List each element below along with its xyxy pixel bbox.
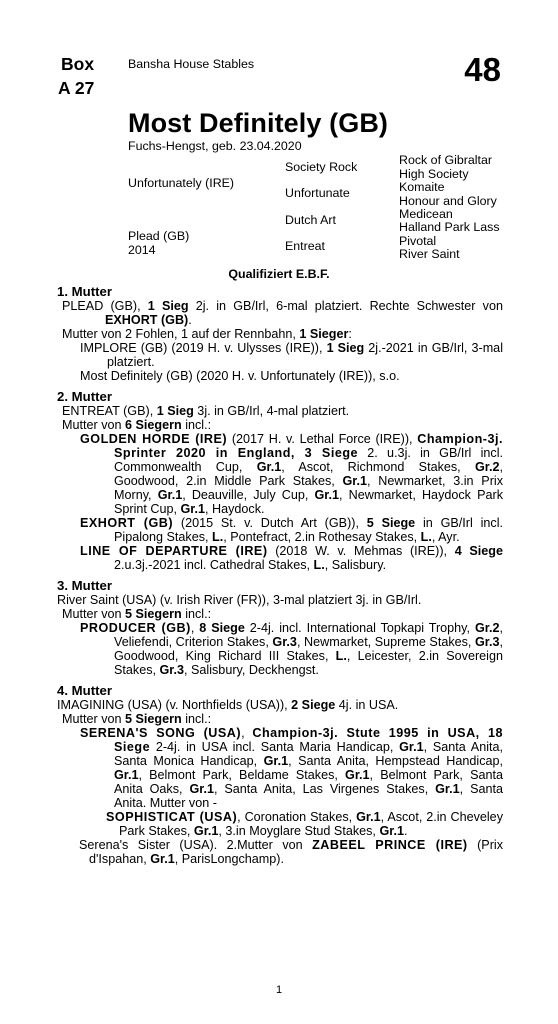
pedigree-ggp-2: High Society — [399, 166, 469, 181]
dam-entry: River Saint (USA) (v. Irish River (FR)), 3-mal platziert 3j. in GB/Irl. — [57, 593, 422, 607]
pedigree-sire-dam: Unfortunate — [285, 186, 350, 200]
produce-summary: Mutter von 5 Siegern incl.: — [62, 607, 212, 621]
dam-entry: IMAGINING (USA) (v. Northfields (USA)), 2 Siege 4j. in USA. — [57, 698, 399, 712]
horse-name: Most Definitely (GB) — [128, 108, 389, 138]
pedigree-dam-dam: Entreat — [285, 239, 325, 253]
pedigree-dam-sire: Dutch Art — [285, 213, 336, 227]
horse-description: Fuchs-Hengst, geb. 23.04.2020 — [128, 139, 302, 153]
pedigree-ggp-3: Komaite — [399, 180, 445, 194]
produce-entry: IMPLORE (GB) (2019 H. v. Ulysses (IRE)), 1 Sieg 2j.-2021 in GB/Irl, 3-mal platziert. — [80, 341, 503, 369]
produce-entry: Serena's Sister (USA). 2.Mutter von ZABEEL PRINCE (IRE) (Prix d'Ispahan, Gr.1, ParisLongchamp). — [79, 838, 503, 866]
pedigree-sire: Unfortunately (IRE) — [128, 176, 235, 190]
produce-entry: Most Definitely (GB) (2020 H. v. Unfortunately (IRE)), s.o. — [80, 369, 400, 383]
qualification: Qualifiziert E.B.F. — [228, 267, 330, 281]
section-dam-1 — [57, 285, 503, 383]
pedigree-ggp-8: River Saint — [399, 246, 460, 261]
produce-entry: LINE OF DEPARTURE (IRE) (2018 W. v. Mehmas (IRE)), 4 Siege 2.u.3j.-2021 incl. Cathedral Stakes, L., Salisbury. — [80, 544, 503, 572]
section-dam-4 — [57, 684, 503, 866]
section-dam-2 — [57, 390, 503, 572]
page-number: 1 — [275, 984, 283, 996]
box-number: A 27 — [58, 78, 95, 98]
produce-entry: SERENA'S SONG (USA), Champion-3j. Stute 1995 in USA, 18 Siege 2-4j. in USA incl. Santa Maria Handicap, Gr.1, Santa Anita, Santa Monica Handicap, Gr.1, Santa Anita, Hempstead Handicap, Gr.1, Belmont Park, Beldame Stakes, Gr.1, Belmont Park, Santa Anita Oaks, Gr.1, Santa Anita, Las Virgenes Stakes, Gr.1, Santa Anita. Mutter von - — [80, 726, 504, 810]
pedigree-ggp-5: Medicean — [399, 206, 453, 221]
dam-entry: PLEAD (GB), 1 Sieg 2j. in GB/Irl, 6-mal platziert. Rechte Schwester von EXHORT (GB). — [62, 299, 503, 327]
section-title: 1. Mutter — [57, 284, 112, 299]
pedigree-ggp-1: Rock of Gibraltar — [399, 153, 492, 167]
lot-number: 48 — [464, 51, 501, 88]
section-dam-3 — [57, 579, 503, 677]
section-title: 4. Mutter — [57, 683, 112, 698]
produce-summary: Mutter von 5 Siegern incl.: — [62, 712, 212, 726]
pedigree-ggp-4: Honour and Glory — [399, 193, 497, 208]
box-label: Box — [61, 54, 95, 74]
dam-entry: ENTREAT (GB), 1 Sieg 3j. in GB/Irl, 4-mal platziert. — [62, 404, 350, 418]
produce-entry: PRODUCER (GB), 8 Siege 2-4j. incl. International Topkapi Trophy, Gr.2, Veliefendi, Criterion Stakes, Gr.3, Newmarket, Supreme Stakes, Gr.3, Goodwood, King Richard III Stakes, L., Leicester, 2.in Sovereign Stakes, Gr.3, Salisbury, Deckhengst. — [80, 621, 504, 677]
produce-summary: Mutter von 2 Fohlen, 1 auf der Rennbahn, 1 Sieger: — [62, 327, 352, 341]
produce-entry: GOLDEN HORDE (IRE) (2017 H. v. Lethal Force (IRE)), Champion-3j. Sprinter 2020 in England, 3 Siege 2. u.3j. in GB/Irl incl. Commonwealth Cup, Gr.1, Ascot, Richmond Stakes, Gr.2, Goodwood, 2.in Middle Park Stakes, Gr.1, Newmarket, 3.in Prix Morny, Gr.1, Deauville, July Cup, Gr.1, Newmarket, Haydock Park Sprint Cup, Gr.1, Haydock. — [80, 432, 504, 516]
stable-name: Bansha House Stables — [128, 57, 255, 71]
section-title: 2. Mutter — [57, 389, 112, 404]
pedigree-ggp-7: Pivotal — [399, 233, 437, 248]
pedigree-dam-year: 2014 — [128, 243, 156, 257]
produce-entry: EXHORT (GB) (2015 St. v. Dutch Art (GB)), 5 Siege in GB/Irl incl. Pipalong Stakes, L., Pontefract, 2.in Rothesay Stakes, L., Ayr. — [80, 516, 503, 544]
pedigree-sire-sire: Society Rock — [285, 160, 358, 174]
pedigree-dam: Plead (GB) — [128, 229, 190, 243]
section-title: 3. Mutter — [57, 578, 112, 593]
pedigree-ggp-6: Halland Park Lass — [399, 220, 500, 234]
produce-entry: SOPHISTICAT (USA), Coronation Stakes, Gr.1, Ascot, 2.in Cheveley Park Stakes, Gr.1, 3.in Moyglare Stud Stakes, Gr.1. — [106, 810, 503, 838]
produce-summary: Mutter von 6 Siegern incl.: — [62, 418, 212, 432]
